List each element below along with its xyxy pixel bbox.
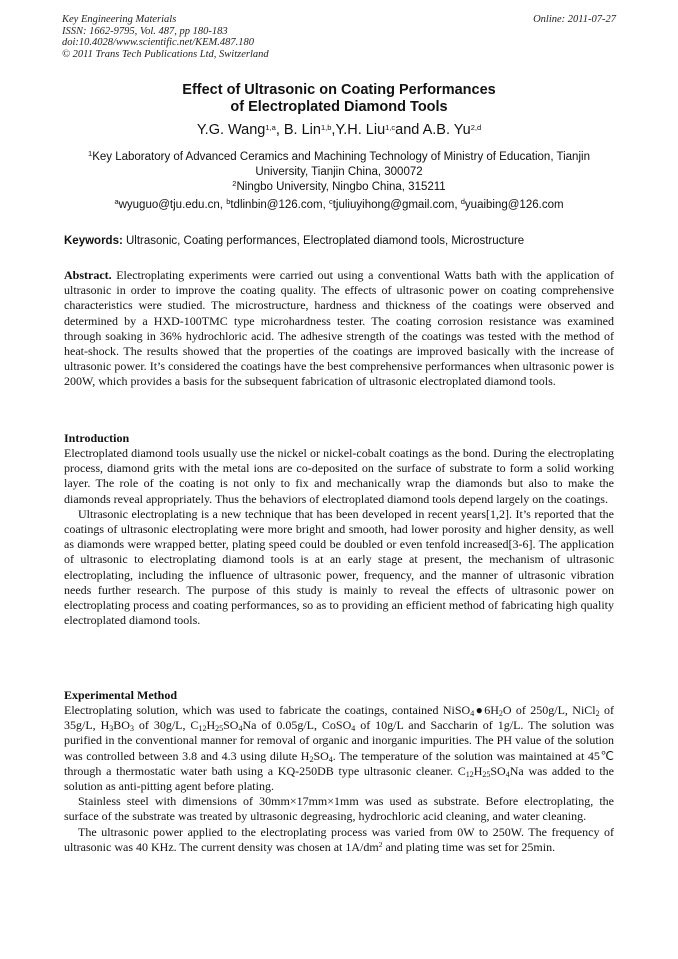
experimental-heading: Experimental Method	[64, 688, 177, 702]
author-emails	[62, 198, 616, 213]
email-mark: c	[328, 197, 333, 206]
author-name: A.B. Yu	[422, 122, 471, 138]
author-separator: and	[395, 122, 423, 138]
title-line-1: Effect of Ultrasonic on Coating Performances	[182, 82, 496, 98]
journal-header	[62, 14, 616, 60]
affiliation-1	[62, 150, 616, 165]
introduction-heading: Introduction	[64, 431, 130, 445]
author-affiliation-mark: 2,d	[470, 123, 482, 132]
affiliation-text: Key Laboratory of Advanced Ceramics and Machining Technology of Ministry of Education, Tianjin	[92, 151, 590, 163]
journal-name: Key Engineering Materials	[62, 14, 177, 25]
author-affiliation-mark: 1,a	[265, 123, 276, 132]
journal-copyright: © 2011 Trans Tech Publications Ltd, Switzerland	[62, 48, 269, 60]
author-list	[62, 121, 616, 139]
email-mark: a	[114, 197, 119, 206]
affiliation-mark: 2	[232, 179, 237, 188]
online-date: Online: 2011-07-27	[533, 14, 616, 25]
journal-issn: ISSN: 1662-9795, Vol. 487, pp 180-183	[62, 25, 228, 37]
affiliation-1-cont: University, Tianjin China, 300072	[255, 166, 423, 178]
paper-title	[62, 82, 616, 116]
author-name: B. Lin	[283, 122, 321, 138]
title-line-2: of Electroplated Diamond Tools	[230, 99, 448, 115]
email-mark: b	[226, 197, 231, 206]
affiliation-text: Ningbo University, Ningbo China, 315211	[236, 181, 446, 193]
email-mark: d	[460, 197, 465, 206]
affiliation-2	[62, 180, 616, 195]
paragraph: The ultrasonic power applied to the electroplating process was varied from 0W to 250W. The frequency of ultrasonic was 40 KHz. The current density was chosen at $1A/dm^2$ and plating time was set for 25min.	[64, 824, 614, 854]
affiliation-mark: 1	[88, 149, 93, 158]
author-affiliation-mark: 1,c	[385, 123, 396, 132]
paragraph: Electroplated diamond tools usually use the nickel or nickel-cobalt coatings as the bond. During the electroplating process, diamond grits with the metal ions are co-deposited on the surface of substrate to form a solid working layer. The role of the coating is not only to fix and mechanically wrap the diamonds but also to make the diamonds reveal appropriately. Thus the behaviors of electroplated diamond tools depend largely on the coatings.	[64, 446, 614, 506]
keywords	[64, 234, 614, 249]
author-name: Y.G. Wang	[196, 122, 266, 138]
paragraph: Electroplating solution, which was used to fabricate the coatings, contained $NiSO_4●6H_2O$ of 250g/L, NiCl$_2$ of 35g/L, $H_3BO_3$ of 30g/L, $C_{12}H_{25}SO_4Na$ of 0.05g/L, CoSO$_4$ of 10g/L and Saccharin of 1g/L. The solution was purified in the conventional manner for removal of organic and inorganic impurities. The PH value of the solution was controlled between 3.8 and 4.3 using dilute $H_2SO_4$. The temperature of the solution was maintained at 45℃ through a thermostatic water bath using a KQ-250DB type ultrasonic cleaner. $C_{12}H_{25}SO_4Na$ was added to the solution as anti-pitting agent before plating.	[64, 703, 615, 794]
paragraph: Stainless steel with dimensions of 30mm×17mm×1mm was used as substrate. Before electroplating, the surface of the substrate was treated by ultrasonic degreasing, hydrochloric acid cleaning, and water cleaning.	[64, 794, 614, 824]
abstract-text: Electroplating experiments were carried out using a conventional Watts bath with the application of ultrasonic in order to improve the coating quality. The effects of ultrasonic power on coating comprehensive characteristics were studied. The microstructure, hardness and thickness of the coatings were observed and determined by a HXD-100TMC type microhardness tester. The coating corrosion resistance was examined through soaking in 36% hydrochloric acid. The adhesive strength of the coatings was tested with the method of heat-shock. The results showed that the properties of the coatings are improved basically with the increase of ultrasonic power. It’s considered the coatings have the best comprehensive performances when ultrasonic power is 200W, which provides a basis for the subsequent fabrication of ultrasonic electroplated diamond tools.	[64, 268, 614, 389]
keywords-label: Keywords:	[64, 235, 123, 247]
affiliations	[62, 150, 616, 195]
author-affiliation-mark: 1,b	[320, 123, 332, 132]
author-separator: ,	[275, 122, 284, 138]
experimental-body	[64, 703, 614, 855]
author-name: Y.H. Liu	[335, 122, 386, 138]
email-address: yuaibing@126.com	[464, 199, 564, 211]
email-address: tdlinbin@126.com,	[230, 199, 329, 211]
keywords-text: Ultrasonic, Coating performances, Electroplated diamond tools, Microstructure	[122, 235, 525, 247]
email-address: wyuguo@tju.edu.cn,	[118, 199, 227, 211]
email-address: tjuliuyihong@gmail.com,	[332, 199, 461, 211]
abstract-label: Abstract.	[64, 268, 112, 282]
journal-doi: doi:10.4028/www.scientific.net/KEM.487.180	[62, 37, 254, 48]
paragraph: Ultrasonic electroplating is a new technique that has been developed in recent years[1,2]. It’s reported that the coatings of ultrasonic electroplating were more bright and smooth, had lower porosity and higher density, as well as diamonds were wrapped better, plating speed could be doubled or even tenfold increased[3-6]. The application of ultrasonic to electroplating diamond tools is at an early stage at present, the mechanism of ultrasonic electroplating, including the influence of ultrasonic power, frequency, and the manner of ultrasonic vibration needs further research. The purpose of this study is mainly to reveal the effects of ultrasonic power on electroplating process and coating performances, so as to providing an efficient method of fabricating high quality electroplated diamond tools.	[64, 506, 614, 628]
introduction-body	[64, 446, 614, 628]
abstract	[64, 268, 614, 390]
author-separator: ,	[331, 122, 336, 138]
